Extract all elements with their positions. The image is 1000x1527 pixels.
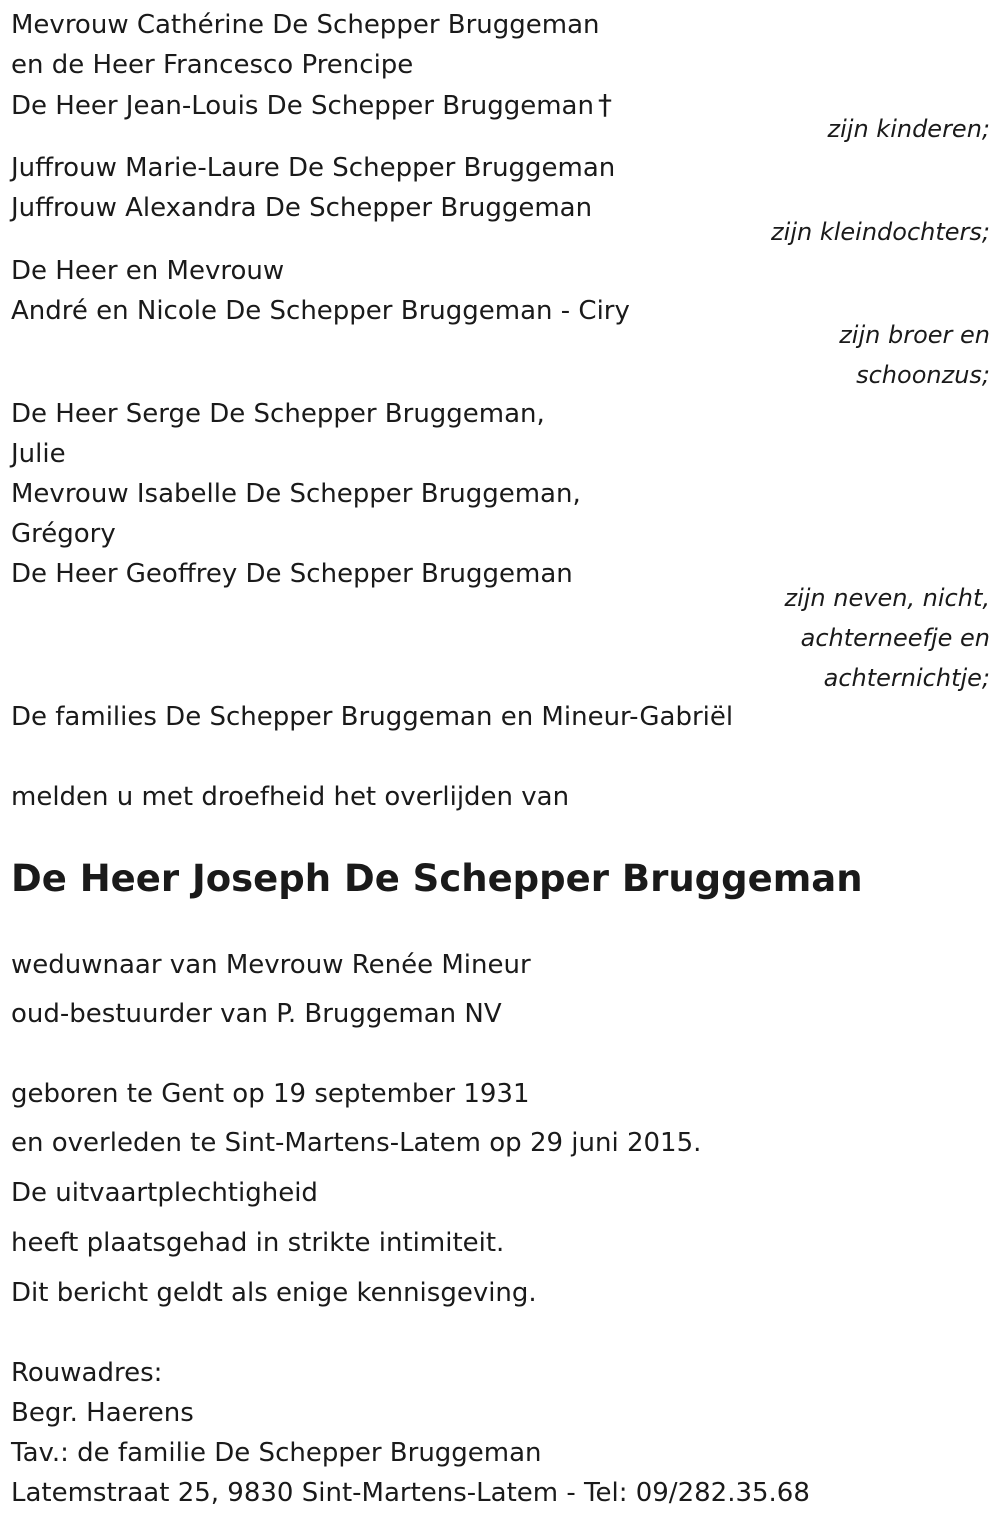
role-granddaughters: zijn kleindochters; bbox=[771, 218, 990, 246]
announcement-line: melden u met droefheid het overlijden van bbox=[11, 782, 570, 812]
sibling-line-1: De Heer en Mevrouw bbox=[11, 256, 285, 286]
nephew-line-2: Julie bbox=[11, 439, 66, 469]
role-nephews-line-3: achternichtje; bbox=[823, 664, 990, 692]
role-nephews-line-1: zijn neven, nicht, bbox=[784, 584, 990, 612]
child-line-3-text: De Heer Jean-Louis De Schepper Bruggeman bbox=[11, 91, 594, 121]
role-siblings-line-1: zijn broer en bbox=[839, 321, 990, 349]
role-nephews-line-2: achterneefje en bbox=[800, 624, 990, 652]
families-line: De families De Schepper Bruggeman en Mineur-Gabriël bbox=[11, 702, 734, 732]
detail-line-5: Dit bericht geldt als enige kennisgeving. bbox=[11, 1278, 537, 1308]
sibling-line-2: André en Nicole De Schepper Bruggeman - Ciry bbox=[11, 296, 630, 326]
nephew-line-4: Grégory bbox=[11, 519, 116, 549]
child-line-2: en de Heer Francesco Prencipe bbox=[11, 50, 414, 80]
child-line-1: Mevrouw Cathérine De Schepper Bruggeman bbox=[11, 10, 600, 40]
detail-line-3: De uitvaartplechtigheid bbox=[11, 1178, 318, 1208]
granddaughter-line-2: Juffrouw Alexandra De Schepper Bruggeman bbox=[11, 193, 593, 223]
nephew-line-5: De Heer Geoffrey De Schepper Bruggeman bbox=[11, 559, 573, 589]
detail-line-2: en overleden te Sint-Martens-Latem op 29 juni 2015. bbox=[11, 1128, 702, 1158]
title-line-2: oud-bestuurder van P. Bruggeman NV bbox=[11, 999, 502, 1029]
nephew-line-1: De Heer Serge De Schepper Bruggeman, bbox=[11, 399, 545, 429]
address-line-3: Tav.: de familie De Schepper Bruggeman bbox=[11, 1438, 542, 1468]
deceased-name: De Heer Joseph De Schepper Bruggeman bbox=[11, 857, 863, 900]
address-line-1: Rouwadres: bbox=[11, 1358, 163, 1388]
title-line-1: weduwnaar van Mevrouw Renée Mineur bbox=[11, 950, 531, 980]
granddaughter-line-1: Juffrouw Marie-Laure De Schepper Bruggeman bbox=[11, 153, 616, 183]
cross-icon: † bbox=[597, 88, 612, 121]
role-children: zijn kinderen; bbox=[827, 115, 990, 143]
nephew-line-3: Mevrouw Isabelle De Schepper Bruggeman, bbox=[11, 479, 581, 509]
child-line-3 bbox=[11, 88, 612, 123]
detail-line-1: geboren te Gent op 19 september 1931 bbox=[11, 1079, 530, 1109]
address-line-2: Begr. Haerens bbox=[11, 1398, 194, 1428]
detail-line-4: heeft plaatsgehad in strikte intimiteit. bbox=[11, 1228, 505, 1258]
address-line-4: Latemstraat 25, 9830 Sint-Martens-Latem - Tel: 09/282.35.68 bbox=[11, 1478, 810, 1508]
role-siblings-line-2: schoonzus; bbox=[856, 361, 990, 389]
